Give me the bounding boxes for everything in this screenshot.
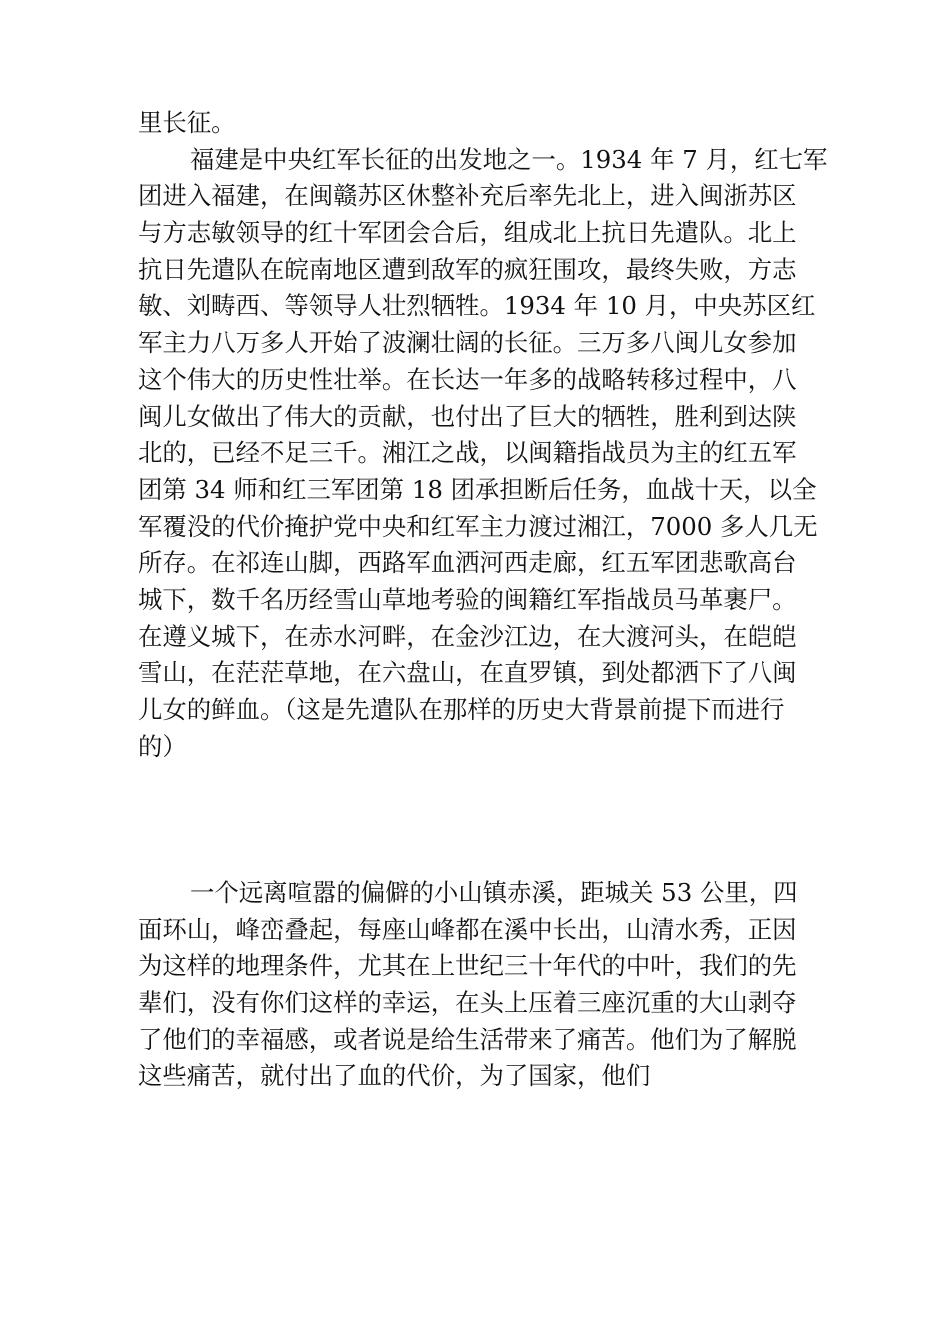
text-line: 团第 34 师和红三军团第 18 团承担断后任务，血战十天，以全 bbox=[138, 474, 817, 504]
text-line: 儿女的鲜血。（这是先遣队在那样的历史大背景前提下而进行 bbox=[138, 695, 785, 724]
text-line: 城下，数千名历经雪山草地考验的闽籍红军指战员马革裹尸。 bbox=[138, 584, 797, 614]
text-line: 在遵义城下，在赤水河畔，在金沙江边，在大渡河头，在皑皑 bbox=[138, 621, 797, 651]
text-line: 为这样的地理条件，尤其在上世纪三十年代的中叶，我们的先 bbox=[138, 951, 797, 981]
text-line: 面环山，峰峦叠起，每座山峰都在溪中长出，山清水秀，正因 bbox=[138, 914, 797, 944]
text-line: 军覆没的代价掩护党中央和红军主力渡过湘江，7000 多人几无 bbox=[138, 511, 818, 541]
text-line: 北的，已经不足三千。湘江之战，以闽籍指战员为主的红五军 bbox=[138, 438, 797, 468]
text-line: 这个伟大的历史性壮举。在长达一年多的战略转移过程中，八 bbox=[138, 364, 797, 394]
text-line: 团进入福建，在闽赣苏区休整补充后率先北上，进入闽浙苏区 bbox=[138, 181, 797, 211]
text-line: 的） bbox=[138, 731, 187, 761]
text-line: 所存。在祁连山脚，西路军血洒河西走廊，红五军团悲歌高台 bbox=[138, 548, 797, 578]
paragraph-block-b bbox=[138, 875, 838, 1095]
text-line: 这些痛苦，就付出了血的代价，为了国家，他们 bbox=[138, 1061, 651, 1091]
text-line: 敏、刘畴西、等领导人壮烈牺牲。1934 年 10 月，中央苏区红 bbox=[138, 291, 816, 321]
text-line: 一个远离喧嚣的偏僻的小山镇赤溪，距城关 53 公里，四 bbox=[190, 878, 798, 907]
text-line: 辈们，没有你们这样的幸运，在头上压着三座沉重的大山剥夺 bbox=[138, 988, 797, 1018]
text-line: 了他们的幸福感，或者说是给生活带来了痛苦。他们为了解脱 bbox=[138, 1024, 797, 1054]
text-line: 闽儿女做出了伟大的贡献，也付出了巨大的牺牲，胜利到达陕 bbox=[138, 401, 797, 431]
text-line: 里长征。 bbox=[138, 108, 236, 137]
text-line: 抗日先遣队在皖南地区遭到敌军的疯狂围攻，最终失败，方志 bbox=[138, 254, 797, 284]
paragraph-block-a bbox=[138, 105, 838, 765]
text-line: 雪山，在茫茫草地，在六盘山，在直罗镇，到处都洒下了八闽 bbox=[138, 658, 797, 688]
text-line: 福建是中央红军长征的出发地之一。1934 年 7 月，红七军 bbox=[190, 144, 828, 174]
text-line: 军主力八万多人开始了波澜壮阔的长征。三万多八闽儿女参加 bbox=[138, 328, 797, 358]
text-line: 与方志敏领导的红十军团会合后，组成北上抗日先遣队。北上 bbox=[138, 218, 797, 248]
